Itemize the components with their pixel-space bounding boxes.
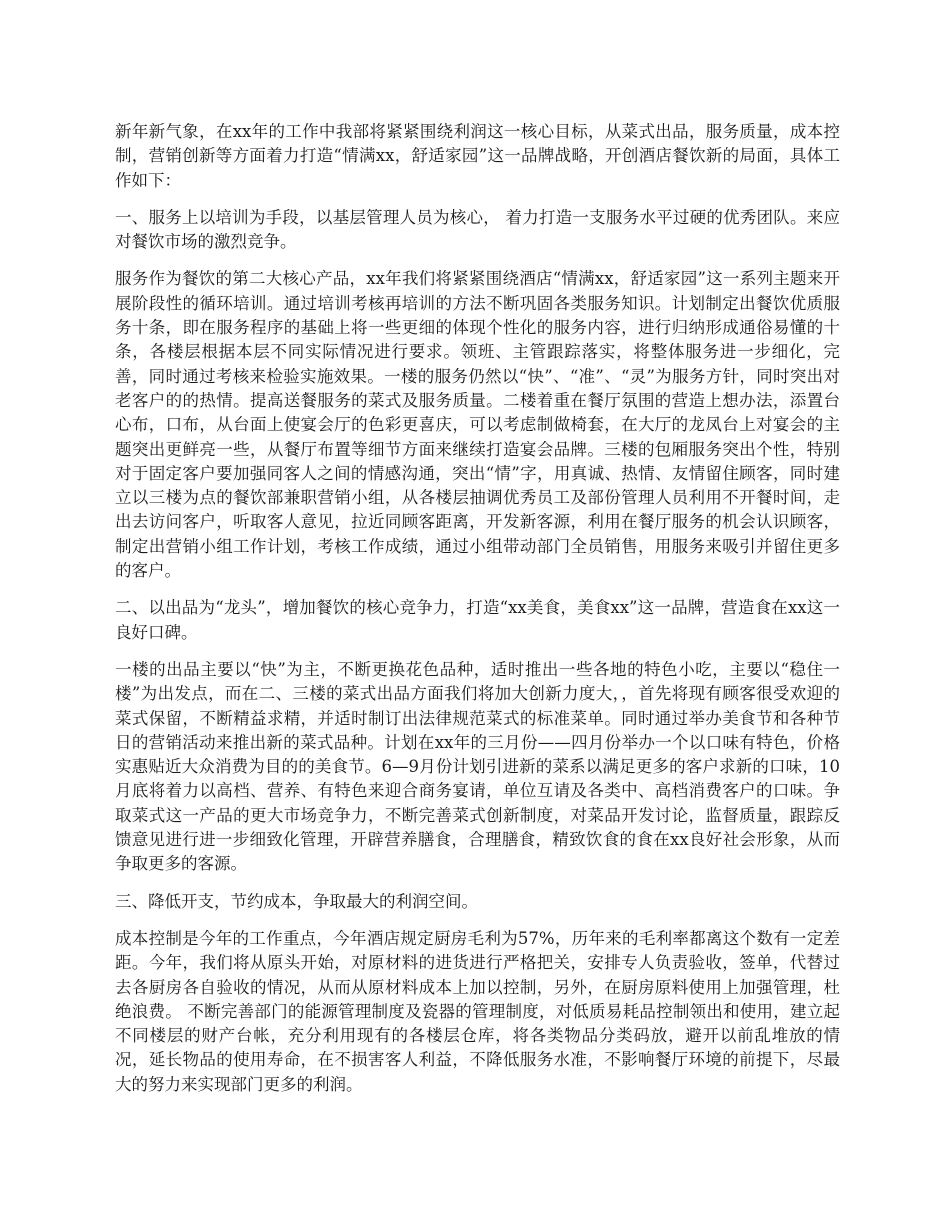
service-paragraph: 服务作为餐饮的第二大核心产品，xx年我们将紧紧围绕酒店“情满xx，舒适家园”这一系列主题来开展阶段性的循环培训。通过培训考核再培训的方法不断巩固各类服务知识。计划制定出餐饮优质服务十条，即在服务程序的基础上将一些更细的体现个性化的服务内容，进行归纳形成通俗易懂的十条，各楼层根据本层不同实际情况进行要求。领班、主管跟踪落实，将整体服务进一步细化，完善，同时通过考核来检验实施效果。一楼的服务仍然以“快”、“准”、“灵”为服务方针，同时突出对老客户的的热情。提高送餐服务的菜式及服务质量。二楼着重在餐厅氛围的营造上想办法，添置台心布，口布，从台面上使宴会厅的色彩更喜庆，可以考虑制做椅套，在大厅的龙凤台上对宴会的主题突出更鲜亮一些，从餐厅布置等细节方面来继续打造宴会品牌。三楼的包厢服务突出个性，特别对于固定客户要加强同客人之间的情感沟通，突出“情”字，用真诚、热情、友情留住顾客，同时建立以三楼为点的餐饮部兼职营销小组，从各楼层抽调优秀员工及部份管理人员利用不开餐时间，走出去访问客户，听取客人意见，拉近同顾客距离，开发新客源，利用在餐厅服务的机会认识顾客，制定出营销小组工作计划，考核工作成绩，通过小组带动部门全员销售，用服务来吸引并留住更多的客户。	[115, 269, 840, 581]
section-heading-cuisine: 二、以出品为“龙头”，增加餐饮的核心竞争力，打造“xx美食，美食xx”这一品牌，营造食在xx这一良好口碑。	[115, 598, 840, 642]
cost-paragraph: 成本控制是今年的工作重点，今年酒店规定厨房毛利为57%，历年来的毛利率都离这个数有一定差距。今年，我们将从原头开始，对原材料的进货进行严格把关，安排专人负责验收，签单，代替过去各厨房各自验收的情况，从而从原材料成本上加以控制，另外，在厨房原料使用上加强管理，杜绝浪费。 不断完善部门的能源管理制度及瓷器的管理制度，对低质易耗品控制领出和使用，建立起不同楼层的财产台帐，充分利用现有的各楼层仓库，将各类物品分类码放，避开以前乱堆放的情况，延长物品的使用寿命，在不损害客人利益，不降低服务水准，不影响餐厅环境的前提下，尽最大的努力来实现部门更多的利润。	[115, 928, 840, 1094]
intro-paragraph: 新年新气象，在xx年的工作中我部将紧紧围绕利润这一核心目标，从菜式出品，服务质量，成本控制，营销创新等方面着力打造“情满xx，舒适家园”这一品牌战略，开创酒店餐饮新的局面，具体工作如下：	[115, 122, 840, 190]
section-heading-cost: 三、降低开支，节约成本，争取最大的利润空间。	[115, 891, 478, 911]
document-body	[115, 120, 840, 1110]
cuisine-paragraph: 一楼的出品主要以“快”为主，不断更换花色品种，适时推出一些各地的特色小吃，主要以“稳住一楼”为出发点，而在二、三楼的菜式出品方面我们将加大创新力度大，，首先将现有顾客很受欢迎的菜式保留，不断精益求精，并适时制订出法律规范菜式的标准菜单。同时通过举办美食节和各种节日的营销活动来推出新的菜式品种。计划在xx年的三月份——四月份举办一个以口味有特色，价格实惠贴近大众消费为目的的美食节。6—9月份计划引进新的菜系以满足更多的客户求新的口味，10月底将着力以高档、营养、有特色来迎合商务宴请，单位互请及各类中、高档消费客户的口味。争取菜式这一产品的更大市场竞争力，不断完善菜式创新制度，对菜品开发讨论，监督质量，跟踪反馈意见进行进一步细致化管理，开辟营养膳食，合理膳食，精致饮食的食在xx良好社会形象，从而争取更多的客源。	[115, 659, 840, 874]
section-heading-service: 一、服务上以培训为手段，以基层管理人员为核心， 着力打造一支服务水平过硬的优秀团队。来应对餐饮市场的激烈竞争。	[115, 207, 840, 252]
